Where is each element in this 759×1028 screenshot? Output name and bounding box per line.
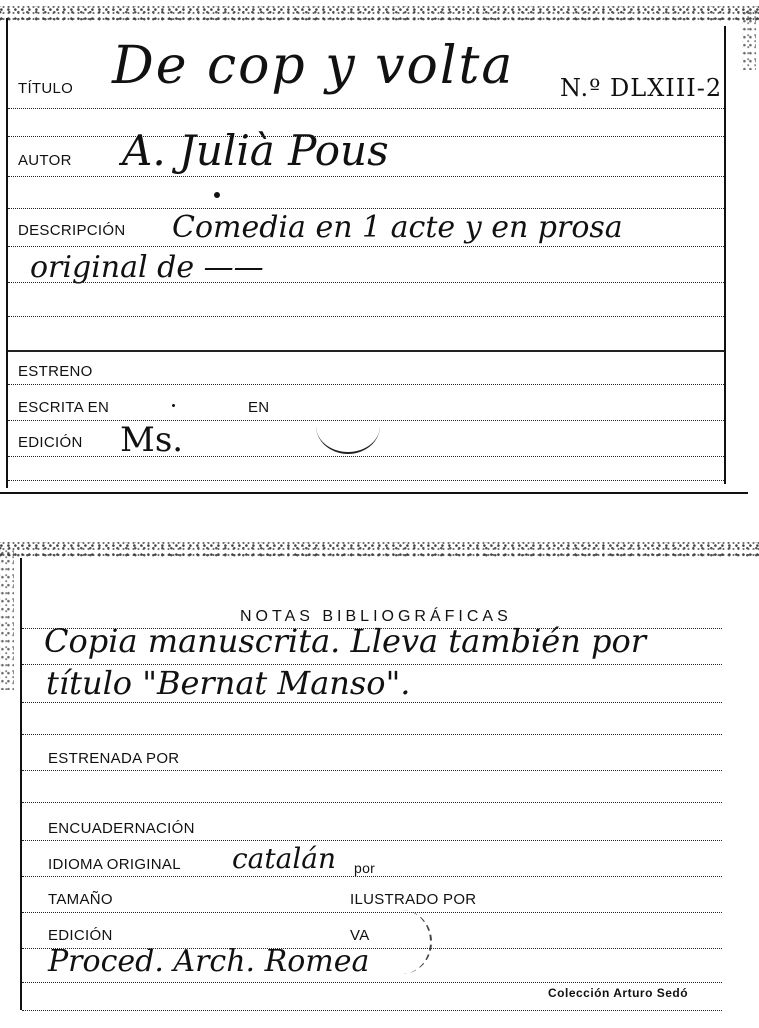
card-left-border: [20, 558, 22, 1010]
rule: [8, 108, 724, 109]
rule: [22, 770, 722, 771]
en-label: EN: [248, 399, 270, 416]
titulo-value: De cop y volta: [112, 36, 515, 96]
titulo-label: TÍTULO: [18, 80, 74, 97]
rule: [8, 350, 724, 352]
rule: [22, 802, 722, 803]
idioma-original-label: IDIOMA ORIGINAL: [48, 856, 181, 873]
rule: [8, 316, 724, 317]
notas-heading: NOTAS BIBLIOGRÁFICAS: [240, 608, 512, 625]
card-right-border: [724, 26, 726, 484]
torn-top-edge: [0, 6, 759, 22]
notas-line-1: Copia manuscrita. Lleva también por: [44, 622, 647, 660]
procedencia-value: Proced. Arch. Romea: [48, 944, 370, 979]
autor-label: AUTOR: [18, 152, 72, 169]
edicion-label: EDICIÓN: [18, 434, 83, 451]
rule: [22, 840, 722, 841]
edicion-value: Ms.: [120, 420, 184, 460]
ink-dot: [172, 404, 175, 407]
catalog-card-back: [0, 530, 759, 1028]
perforation-mark: [316, 398, 380, 454]
autor-value: A. Julià Pous: [122, 126, 389, 175]
edge-speckle: [0, 550, 14, 690]
rule: [8, 208, 724, 209]
rule: [8, 282, 724, 283]
ilustrado-por-label: ILUSTRADO POR: [350, 891, 477, 908]
tamano-label: TAMAÑO: [48, 891, 113, 908]
edge-speckle: [742, 10, 756, 70]
perforation-mark: [372, 910, 432, 974]
catalog-card-front: [0, 0, 759, 498]
rule: [22, 1010, 722, 1011]
encuadernacion-label: ENCUADERNACIÓN: [48, 820, 195, 837]
notas-line-2: título "Bernat Manso".: [46, 664, 411, 702]
rule: [8, 480, 724, 481]
rule: [22, 702, 722, 703]
rule: [8, 246, 724, 247]
por-label: por: [354, 860, 376, 876]
card-left-border: [6, 18, 8, 488]
rule: [22, 912, 722, 913]
edicion-label: EDICIÓN: [48, 927, 113, 944]
ink-dot: [214, 192, 220, 198]
idioma-original-value: catalán: [232, 842, 337, 875]
rule: [8, 456, 724, 457]
escrita-en-label: ESCRITA EN: [18, 399, 110, 416]
torn-top-edge: [0, 542, 759, 558]
collection-credit: Colección Arturo Sedó: [548, 986, 689, 1000]
descripcion-line-1: Comedia en 1 acte y en prosa: [172, 210, 623, 245]
card-bottom-edge: [0, 492, 748, 494]
descripcion-label: DESCRIPCIÓN: [18, 222, 126, 239]
estreno-label: ESTRENO: [18, 363, 93, 380]
estrenada-por-label: ESTRENADA POR: [48, 750, 180, 767]
rule: [22, 982, 722, 983]
rule: [8, 176, 724, 177]
rule: [22, 876, 722, 877]
descripcion-line-2: original de ——: [30, 250, 264, 285]
numero-value: N.º DLXIII-2: [560, 74, 723, 102]
rule: [22, 734, 722, 735]
va-label: VA: [350, 927, 370, 944]
rule: [8, 384, 724, 385]
